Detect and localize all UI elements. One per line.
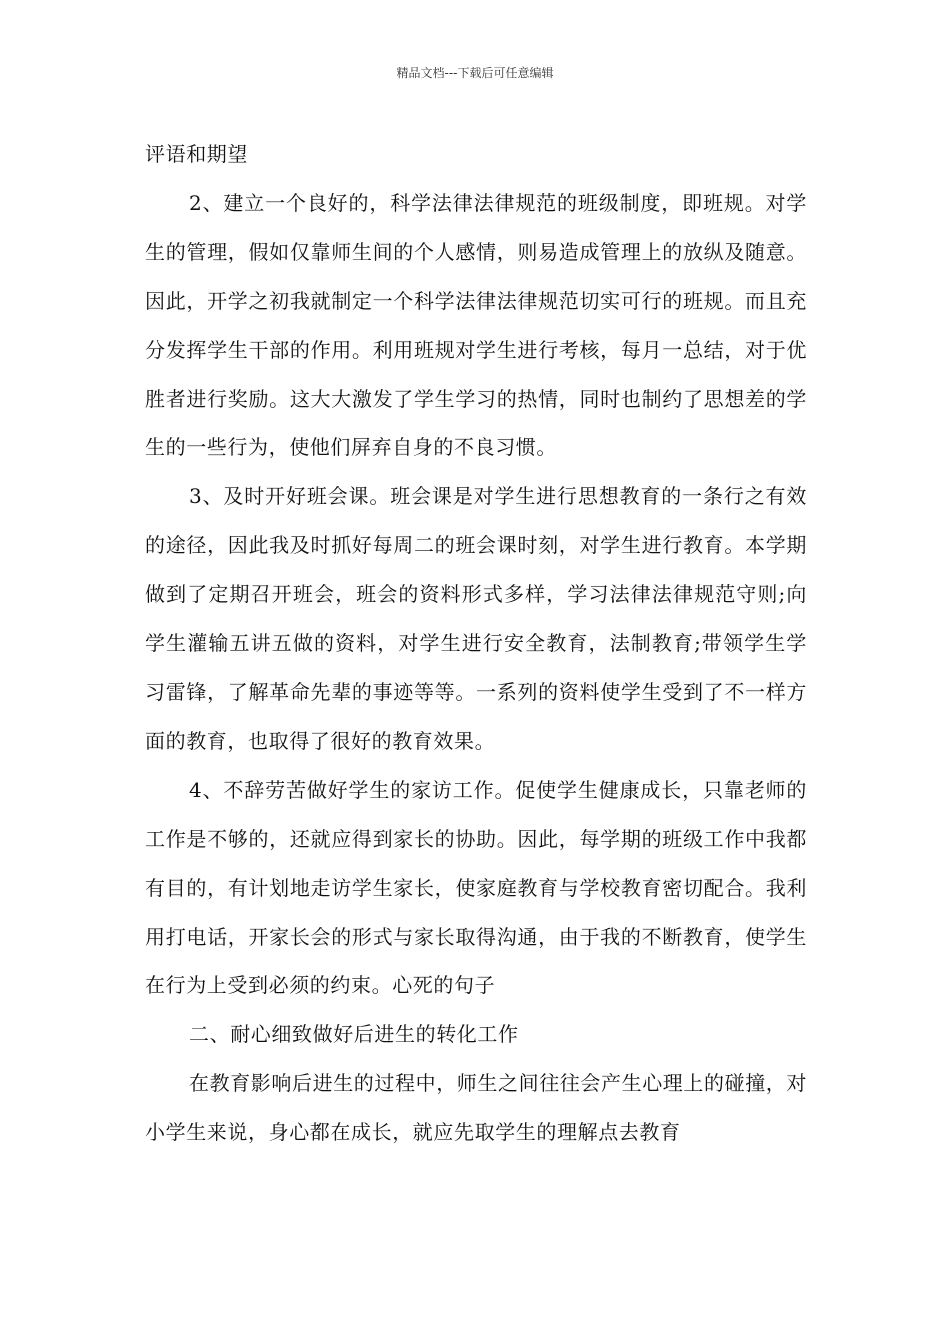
paragraph-home-visits: 4、不辞劳苦做好学生的家访工作。促使学生健康成长，只靠老师的工作是不够的，还就应得到家长的协助。因此，每学期的班级工作中我都有目的，有计划地走访学生家长，使家庭教育与学校教育密切配合。我利用打电话，开家长会的形式与家长取得沟通，由于我的不断教育，使学生在行为上受到必须的约束。心死的句子 [145, 777, 807, 998]
paragraph-class-meetings: 3、及时开好班会课。班会课是对学生进行思想教育的一条行之有效的途径，因此我及时抓好每周二的班会课时刻，对学生进行教育。本学期做到了定期召开班会，班会的资料形式多样，学习法律法律规范守则;向学生灌输五讲五做的资料，对学生进行安全教育，法制教育;带领学生学习雷锋，了解革命先辈的事迹等等。一系列的资料使学生受到了不一样方面的教育，也取得了很好的教育效果。 [145, 484, 807, 753]
paragraph-underachievers: 在教育影响后进生的过程中，师生之间往往会产生心理上的碰撞，对小学生来说，身心都在成长，就应先取学生的理解点去教育 [145, 1071, 807, 1145]
page-header: 精品文档---下载后可任意编辑 [396, 66, 554, 80]
section-heading-two: 二、耐心细致做好后进生的转化工作 [189, 1022, 519, 1047]
document-body [145, 130, 807, 1157]
paragraph-class-rules: 2、建立一个良好的，科学法律法律规范的班级制度，即班规。对学生的管理，假如仅靠师生间的个人感情，则易造成管理上的放纵及随意。因此，开学之初我就制定一个科学法律法律规范切实可行的班规。而且充分发挥学生干部的作用。利用班规对学生进行考核，每月一总结，对于优胜者进行奖励。这大大激发了学生学习的热情，同时也制约了思想差的学生的一些行为，使他们屏弃自身的不良习惯。 [145, 190, 807, 460]
paragraph-continuation: 评语和期望 [145, 142, 248, 166]
